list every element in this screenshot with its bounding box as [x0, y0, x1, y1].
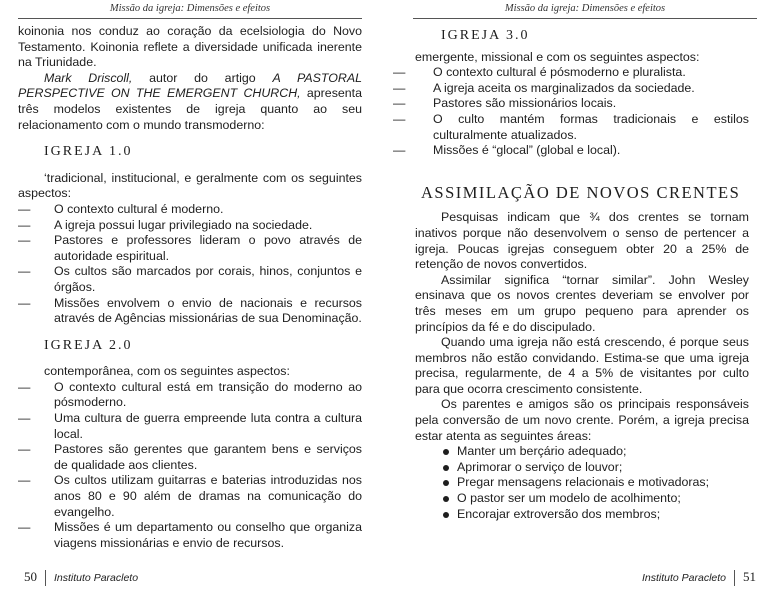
body-paragraph: Assimilar significa “tornar similar”. John Wesley ensinava que os novos crentes deveriam se envolver por três meses em um grupo pequeno para aprender os princípios da fé e do discipulado. [415, 272, 749, 334]
driscoll-rest: apresenta três modelos existentes de igreja quanto ao seu relacionamento com o mundo transmoderno: [18, 86, 362, 132]
list-item: — Pastores e professores lideram o povo através de autoridade espiritual. [18, 233, 362, 263]
bullet-icon [443, 449, 449, 455]
list-item: — O contexto cultural está em transição do moderno ao pósmoderno. [18, 379, 362, 410]
list-item: — O culto mantém formas tradicionais e estilos culturalmente atualizados. [393, 111, 749, 142]
body-paragraph: Os parentes e amigos são os principais responsáveis pela conversão de um novo crente. Porém, a igreja precisa estar atenta as seguintes áreas: [415, 397, 749, 443]
driscoll-author: Mark Driscoll, [44, 70, 133, 85]
driscoll-article-title: A PASTORAL PERSPECTIVE ON THE EMERGENT CHURCH, [18, 70, 362, 101]
footer-left [24, 568, 138, 586]
footer-title: Instituto Paracleto [54, 572, 139, 584]
left-page-content [18, 24, 362, 551]
igreja1-list [18, 202, 362, 327]
bullet-icon [443, 480, 449, 486]
igreja3-heading: IGREJA 3.0 [441, 28, 530, 43]
igreja3-list [393, 65, 749, 159]
igreja1-intro: ‘tradicional, institucional, e geralmente com os seguintes aspectos: [18, 170, 362, 201]
list-item: — A igreja aceita os marginalizados da sociedade. [393, 80, 695, 95]
list-item: Pregar mensagens relacionais e motivadoras; [443, 475, 749, 491]
igreja2-heading: IGREJA 2.0 [44, 337, 133, 353]
right-page-content [393, 24, 749, 522]
bullet-icon [443, 465, 449, 471]
list-item: — Os cultos são marcados por corais, hinos, conjuntos e órgãos. [18, 264, 362, 294]
footer-right [642, 568, 756, 586]
list-item: — Missões é um departamento ou conselho que organiza viagens missionárias e envio de recursos. [18, 520, 362, 550]
driscoll-mid: autor do artigo [132, 70, 273, 85]
list-item: — Pastores são missionários locais. [393, 96, 617, 111]
list-item: — A igreja possui lugar privilegiado na sociedade. [18, 217, 313, 232]
list-item: Aprimorar o serviço de louvor; [443, 460, 749, 476]
bullet-icon [443, 496, 449, 502]
list-item: — Pastores são gerentes que garantem bens e serviços de qualidade aos clientes. [18, 442, 362, 472]
list-item: — Uma cultura de guerra empreende luta contra a cultura local. [18, 411, 362, 441]
bullet-icon [443, 512, 449, 518]
igreja1-heading: IGREJA 1.0 [44, 144, 133, 160]
intro-paragraph: koinonia nos conduz ao coração da ecelsiologia do Novo Testamento. Koinonia reflete a diversidade unificada inerente na Triunidade. [18, 24, 362, 70]
list-item: Manter um berçário adequado; [443, 444, 749, 460]
right-page [387, 0, 774, 590]
list-item: — Missões é “glocal” (global e local). [393, 143, 621, 158]
list-item: — Os cultos utilizam guitarras e baterias introduzidas nos anos 80 e 90 além de dramas na comunicação do evangelho. [18, 473, 362, 519]
list-item: — Missões envolvem o envio de nacionais e recursos através de Agências missionárias de sua Denominação. [18, 295, 362, 326]
page-number: 50 [24, 569, 37, 584]
running-head-right: Missão da igreja: Dimensões e efeitos [413, 2, 757, 19]
driscoll-paragraph [18, 71, 362, 133]
section-heading: ASSIMILAÇÃO DE NOVOS CRENTES [421, 182, 741, 202]
list-item: O pastor ser um modelo de acolhimento; [443, 491, 749, 507]
assimilation-areas-list [415, 444, 749, 522]
page-number: 51 [743, 569, 756, 584]
body-paragraph: Pesquisas indicam que ¾ dos crentes se tornam inativos porque não desenvolvem o senso de pertencer a igreja. Poucas igrejas conseguem obter 20 a 25% de retenção de novos convertidos. [415, 210, 749, 272]
body-paragraph: Quando uma igreja não está crescendo, é porque seus membros não estão convidando. Estima-se que uma igreja precisa, regularmente, de 4 a 5% de visitantes por culto para que ocorra crescimento consistente. [415, 335, 749, 396]
igreja2-intro: contemporânea, com os seguintes aspectos: [44, 364, 290, 379]
igreja2-list [18, 380, 362, 552]
list-item: — O contexto cultural é pósmoderno e pluralista. [393, 65, 686, 80]
igreja3-intro: emergente, missional e com os seguintes aspectos: [415, 49, 700, 64]
running-head-left: Missão da igreja: Dimensões e efeitos [18, 2, 362, 19]
list-item: — O contexto cultural é moderno. [18, 201, 224, 216]
footer-divider [45, 570, 46, 586]
footer-title: Instituto Paracleto [641, 572, 726, 584]
footer-divider [734, 570, 735, 586]
list-item: Encorajar extroversão dos membros; [443, 507, 749, 523]
